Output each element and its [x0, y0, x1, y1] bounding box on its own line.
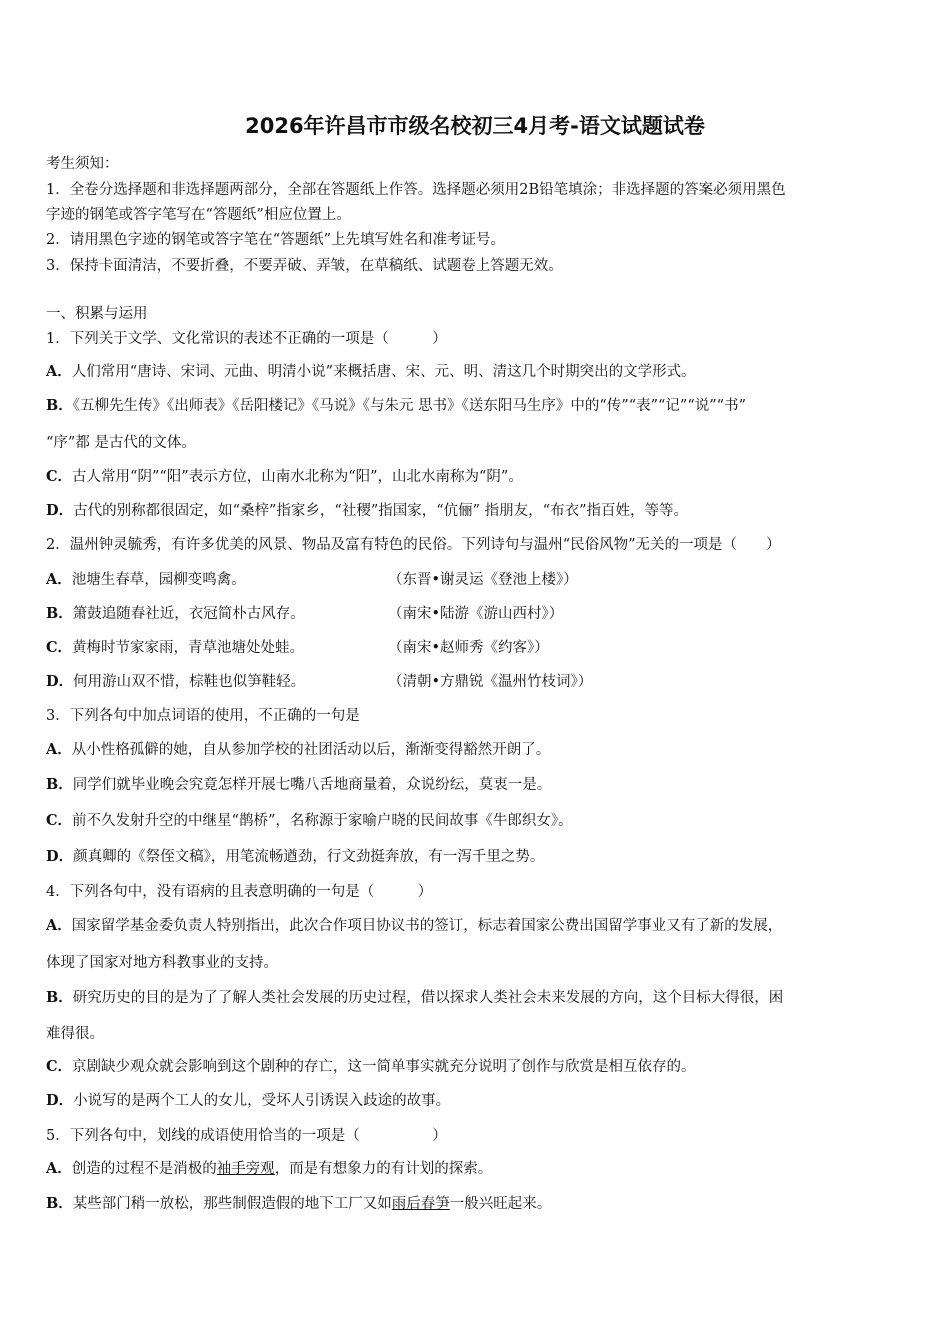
q1-option-b: [46, 394, 746, 415]
option-letter: D．: [46, 848, 74, 865]
option-text: 研究历史的目的是为了了解人类社会发展的历史过程，借以探求人类社会未来发展的方向，这个目标大得很，困: [72, 990, 784, 1006]
option-text: 小说写的是两个工人的女儿，受坏人引诱误入歧途的故事。: [73, 1093, 451, 1109]
q2-option-b: [46, 602, 305, 623]
option-text: 人们常用“唐诗、宋词、元曲、明清小说”来概括唐、宋、元、明、清这几个时期突出的文学形式。: [71, 364, 696, 380]
question-4-stem: 4．下列各句中，没有语病的且表意明确的一句是（ ）: [46, 884, 433, 900]
q2-option-c: [46, 636, 304, 657]
option-text: 池塘生春草，园柳变鸣禽。: [71, 572, 246, 588]
option-letter: B．: [46, 989, 73, 1006]
option-letter: C．: [46, 1058, 73, 1075]
q4-option-a-continued: 体现了国家对地方科教事业的支持。: [46, 955, 278, 971]
option-text: 某些部门稍一放松，那些制假造假的地下工厂又如: [72, 1196, 392, 1212]
q2-option-a: [46, 568, 246, 589]
option-letter: A．: [46, 1160, 72, 1177]
q4-option-a: [46, 914, 782, 935]
underlined-idiom: 雨后春笋: [391, 1196, 450, 1212]
option-text: 同学们就毕业晚会究竟怎样开展七嘴八舌地商量着，众说纷纭，莫衷一是。: [72, 777, 552, 793]
q1-option-c: [46, 465, 523, 486]
underlined-idiom: 袖手旁观: [216, 1161, 275, 1177]
q2-option-d: [46, 670, 305, 691]
q4-option-d: [46, 1089, 450, 1110]
q3-option-b: [46, 773, 551, 794]
option-letter: B．: [46, 605, 73, 622]
option-letter: A．: [46, 741, 72, 758]
option-letter: B．: [46, 1195, 73, 1212]
option-letter: C．: [46, 639, 73, 656]
q1-option-a: [46, 360, 696, 381]
option-text: 古代的别称都很固定，如“桑梓”指家乡，“社稷”指国家，“伉俪” 指朋友，“布衣”指百姓，等等。: [73, 503, 688, 519]
option-text: 古人常用“阴”“阳”表示方位，山南水北称为“阳”，山北水南称为“阴”。: [72, 469, 523, 485]
option-letter: A．: [46, 917, 72, 934]
option-text: 颜真卿的《祭侄文稿》，用笔流畅遒劲，行文劲挺奔放，有一泻千里之势。: [73, 849, 545, 865]
q3-option-d: [46, 845, 544, 866]
notice-item: 3．保持卡面清洁，不要折叠，不要弄破、弄皱，在草稿纸、试题卷上答题无效。: [46, 258, 563, 274]
q2-option-a-source: （东晋•谢灵运《登池上楼》）: [388, 572, 578, 588]
option-letter: A．: [46, 571, 72, 588]
option-text: 京剧缺少观众就会影响到这个剧种的存亡，这一简单事实就充分说明了创作与欣赏是相互依存的。: [72, 1059, 696, 1075]
option-letter: A．: [46, 363, 72, 380]
q3-option-c: [46, 809, 573, 830]
option-letter: B．: [46, 397, 73, 414]
q4-option-c: [46, 1055, 696, 1076]
option-letter: C．: [46, 468, 73, 485]
option-text: 黄梅时节家家雨，青草池塘处处蛙。: [72, 640, 305, 656]
q4-option-b-continued: 难得很。: [46, 1026, 104, 1042]
q2-option-d-source: （清朝•方鼎锐《温州竹枝词》）: [388, 674, 593, 690]
option-text: 创造的过程不是消极的: [71, 1161, 217, 1177]
option-text: 一般兴旺起来。: [449, 1196, 552, 1212]
q4-option-b: [46, 986, 783, 1007]
question-5-stem: 5．下列各句中，划线的成语使用恰当的一项是（ ）: [46, 1128, 447, 1144]
option-letter: B．: [46, 776, 73, 793]
option-letter: C．: [46, 812, 73, 829]
option-letter: D．: [46, 1092, 74, 1109]
q1-option-d: [46, 499, 688, 520]
option-text: 《五柳先生传》《出师表》《岳阳楼记》《马说》《与朱元 思书》《送东阳马生序》中的“传”“表”“记”“说”“书”: [72, 398, 746, 414]
q1-option-b-continued: “序”都 是古代的文体。: [46, 435, 196, 451]
question-2-stem: 2．温州钟灵毓秀，有许多优美的风景、物品及富有特色的民俗。下列诗句与温州“民俗风物”无关的一项是（ ）: [46, 537, 781, 553]
section-heading: 一、积累与运用: [46, 306, 148, 322]
question-3-stem: 3．下列各句中加点词语的使用，不正确的一句是: [46, 708, 360, 724]
option-text: 前不久发射升空的中继星“鹊桥”，名称源于家喻户晓的民间故事《牛郎织女》。: [72, 813, 573, 829]
option-text: 箫鼓追随春社近，衣冠简朴古风存。: [72, 606, 305, 622]
q3-option-a: [46, 738, 550, 759]
option-text: ，而是有想象力的有计划的探索。: [274, 1161, 493, 1177]
notice-item: 1．全卷分选择题和非选择题两部分，全部在答题纸上作答。选择题必须用2B铅笔填涂；非选择题的答案必须用黑色: [46, 182, 786, 198]
option-text: 从小性格孤僻的她，自从参加学校的社团活动以后，渐渐变得豁然开朗了。: [71, 742, 551, 758]
q2-option-b-source: （南宋•陆游《游山西村》）: [388, 606, 564, 622]
notice-heading: 考生须知：: [46, 156, 119, 172]
page-title: 2026年许昌市市级名校初三4月考-语文试题试卷: [245, 114, 705, 138]
q5-option-b: [46, 1192, 551, 1213]
q2-option-c-source: （南宋•赵师秀《约客》）: [388, 640, 549, 656]
option-text: 何用游山双不惜，棕鞋也似笋鞋轻。: [73, 674, 306, 690]
option-letter: D．: [46, 502, 74, 519]
notice-item: 2．请用黑色字迹的钢笔或答字笔在“答题纸”上先填写姓名和准考证号。: [46, 232, 506, 248]
question-1-stem: 1．下列关于文学、文化常识的表述不正确的一项是（ ）: [46, 331, 447, 347]
q5-option-a: [46, 1157, 492, 1178]
notice-item: 字迹的钢笔或答字笔写在“答题纸”相应位置上。: [46, 207, 351, 223]
option-text: 国家留学基金委负责人特别指出，此次合作项目协议书的签订，标志着国家公费出国留学事业又有了新的发展，: [71, 918, 783, 934]
option-letter: D．: [46, 673, 74, 690]
